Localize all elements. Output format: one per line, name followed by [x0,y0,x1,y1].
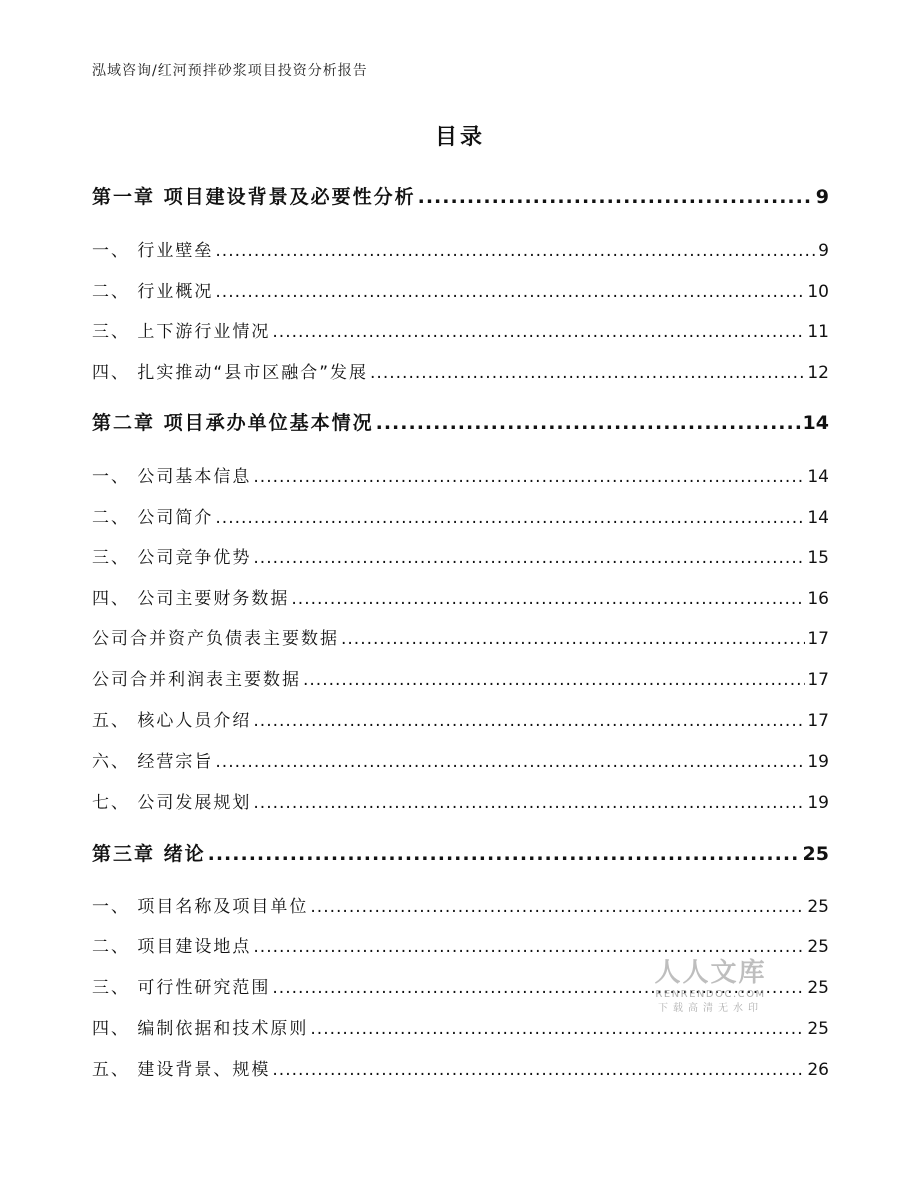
toc-entry-page: 15 [807,548,829,568]
running-header: 泓域咨询/红河预拌砂浆项目投资分析报告 [92,63,368,79]
toc-entry-section[interactable] [92,462,829,487]
watermark-url: RENRENDOC.COM [655,989,766,1000]
dot-leader [208,843,801,865]
toc-entry-text: 二、 行业概况 [92,282,214,302]
toc-entry-section[interactable] [92,317,829,342]
dot-leader [310,897,805,917]
toc-entry-text: 第二章 项目承办单位基本情况 [92,412,374,434]
dot-leader [272,322,805,342]
toc-entry-page: 11 [807,322,829,342]
dot-leader [370,363,805,383]
toc-entry-page: 12 [807,363,829,383]
toc-entry-page: 9 [818,241,829,261]
toc-entry-text: 四、 公司主要财务数据 [92,589,290,609]
toc-entry-page: 14 [802,412,829,434]
dot-leader [215,241,816,261]
dot-leader [253,711,805,731]
toc-entry-text: 一、 项目名称及项目单位 [92,897,309,917]
toc-entry-page: 17 [807,670,829,690]
toc-entry-section[interactable] [92,706,829,731]
toc-entry-page: 17 [807,629,829,649]
toc-entry-text: 三、 公司竞争优势 [92,548,252,568]
toc-entry-text: 公司合并资产负债表主要数据 [92,629,339,649]
toc-entry-page: 16 [807,589,829,609]
toc-entry-text: 第一章 项目建设背景及必要性分析 [92,186,416,208]
watermark-main-text: 人人文库 [654,958,767,988]
toc-entry-text: 二、 公司简介 [92,508,214,528]
dot-leader [215,508,805,528]
dot-leader [310,1019,805,1039]
toc-entry-section[interactable] [92,1014,829,1039]
toc-entry-section[interactable] [92,543,829,568]
toc-entry-section[interactable] [92,277,829,302]
toc-entry-text: 公司合并利润表主要数据 [92,670,301,690]
toc-entry-section[interactable] [92,932,829,957]
toc-entry-text: 三、 可行性研究范围 [92,978,271,998]
dot-leader [341,629,805,649]
toc-entry-page: 14 [807,508,829,528]
toc-entry-page: 25 [807,978,829,998]
watermark-logo [648,958,773,1016]
toc-entry-section[interactable] [92,1055,829,1080]
toc-entry-subsection[interactable] [92,624,829,649]
toc-entry-page: 25 [807,897,829,917]
toc-entry-section[interactable] [92,747,829,772]
toc-entry-subsection[interactable] [92,665,829,690]
toc-entry-text: 四、 扎实推动“县市区融合”发展 [92,363,369,383]
toc-entry-chapter[interactable] [92,182,829,209]
toc-entry-text: 六、 经营宗旨 [92,752,214,772]
toc-entry-section[interactable] [92,892,829,917]
toc-entry-section[interactable] [92,358,829,383]
toc-entry-section[interactable] [92,788,829,813]
toc-entry-page: 10 [807,282,829,302]
toc-entry-text: 一、 公司基本信息 [92,467,252,487]
dot-leader [253,793,805,813]
toc-entry-chapter[interactable] [92,839,829,866]
toc-entry-page: 19 [807,793,829,813]
toc-entry-page: 25 [802,843,829,865]
dot-leader [291,589,805,609]
toc-entry-section[interactable] [92,584,829,609]
dot-leader [253,467,805,487]
dot-leader [272,1060,805,1080]
toc-entry-text: 七、 公司发展规划 [92,793,252,813]
dot-leader [253,548,805,568]
toc-entry-page: 19 [807,752,829,772]
toc-entry-page: 9 [815,186,829,208]
dot-leader [253,937,805,957]
dot-leader [376,412,801,434]
toc-entry-section[interactable] [92,236,829,261]
toc-entry-page: 25 [807,937,829,957]
dot-leader [215,282,805,302]
toc-entry-section[interactable] [92,503,829,528]
toc-entry-text: 四、 编制依据和技术原则 [92,1019,309,1039]
watermark-subtext: 下载高清无水印 [658,1003,763,1014]
dot-leader [215,752,805,772]
dot-leader [418,186,814,208]
toc-entry-text: 五、 核心人员介绍 [92,711,252,731]
dot-leader [303,670,805,690]
toc-entry-page: 17 [807,711,829,731]
toc-entry-page: 14 [807,467,829,487]
toc-entry-page: 25 [807,1019,829,1039]
toc-entry-chapter[interactable] [92,408,829,435]
toc-entry-text: 第三章 绪论 [92,843,206,865]
toc-entry-text: 二、 项目建设地点 [92,937,252,957]
toc-entry-text: 五、 建设背景、规模 [92,1060,271,1080]
toc-entry-text: 三、 上下游行业情况 [92,322,271,342]
toc-entry-page: 26 [807,1060,829,1080]
toc-title: 目录 [434,125,485,150]
toc-entry-text: 一、 行业壁垒 [92,241,214,261]
